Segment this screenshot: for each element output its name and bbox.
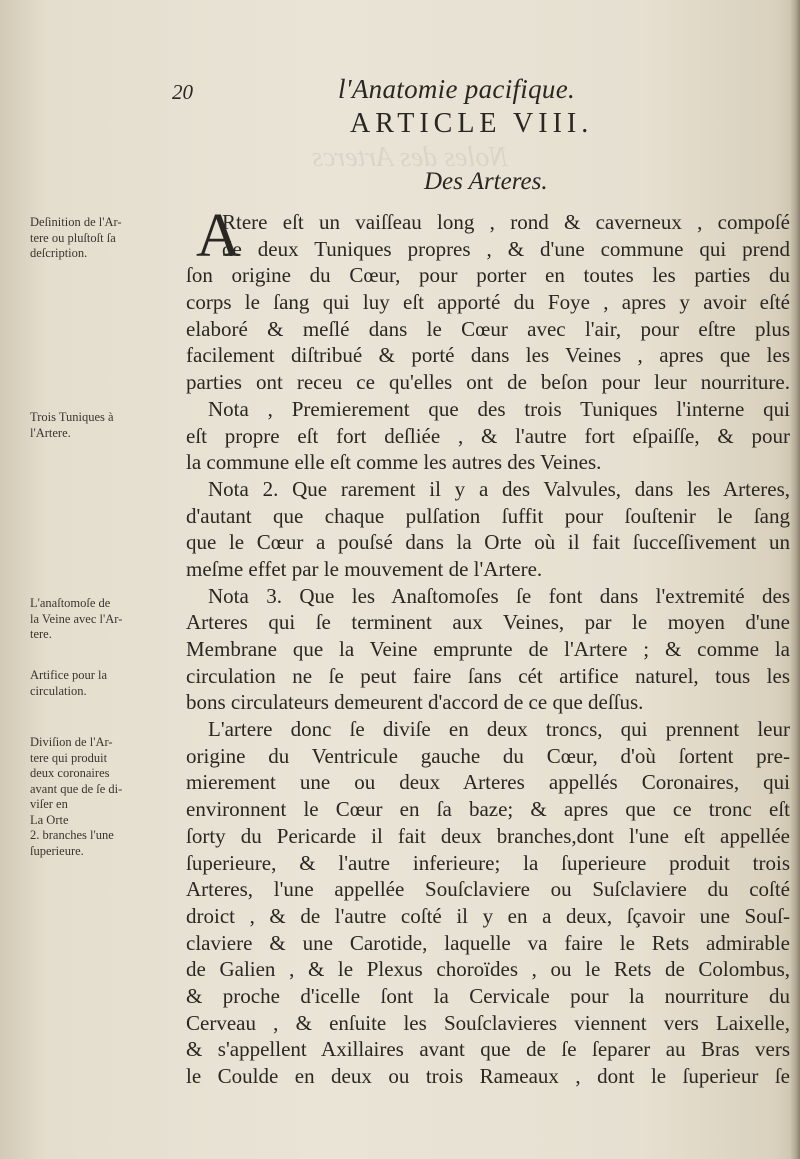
text-line: de deux Tuniques propres , & d'une commune qui prend	[222, 236, 790, 261]
section-title: Des Arteres.	[424, 168, 548, 195]
margin-note-anastomose	[30, 596, 180, 643]
text-line: mierement une ou deux Arteres appellés Coronaires, qui	[186, 770, 790, 795]
text-line: circulation ne ſe peut faire ſans cét artifice naturel, tous les	[186, 663, 790, 688]
text-line: & proche d'icelle ſont la Cervicale pour la nourriture du	[186, 983, 790, 1008]
text-line: Cerveau , & enſuite les Souſclavieres viennent vers Laixelle,	[186, 1010, 790, 1035]
text-line: ſorty du Pericarde il fait deux branches,dont l'une eſt appellée	[186, 823, 790, 848]
margin-note-line: deſcription.	[30, 246, 88, 260]
text-line: de Galien , & le Plexus choroïdes , ou le Rets de Colombus,	[186, 957, 790, 982]
margin-note-line: la Veine avec l'Ar-	[30, 611, 123, 626]
bleed-through-text: Noles des Artercs	[312, 142, 508, 173]
text-line: claviere & une Carotide, laquelle va faire le Rets admirable	[186, 930, 790, 955]
text-line: L'artere donc ſe diviſe en deux troncs, qui prennent leur	[208, 717, 790, 742]
margin-note-line: viſer en	[30, 797, 68, 811]
margin-note-line: tere ou pluſtoſt ſa	[30, 230, 116, 245]
margin-note-line: Deſinition de l'Ar-	[30, 215, 122, 229]
text-line: bons circulateurs demeurent d'accord de ce que deſſus.	[186, 690, 644, 715]
margin-note-artifice	[30, 668, 180, 699]
text-line: la commune elle eſt comme les autres des Veines.	[186, 450, 602, 475]
margin-note-definition	[30, 215, 180, 262]
running-head	[0, 72, 800, 112]
margin-note-line: deux coronaires	[30, 766, 110, 780]
text-line: que le Cœur a pouſsé dans la Orte où il fait ſucceſſivement un	[186, 530, 790, 555]
text-line: elaboré & meſlé dans le Cœur avec l'air, pour eſtre plus	[186, 316, 790, 341]
text-line: Arteres, l'une appellée Souſclaviere ou Suſclaviere du coſté	[186, 877, 790, 902]
margin-note-tuniques	[30, 410, 180, 441]
text-line: environnent le Cœur en ſa baze; & apres que ce tronc eſt	[186, 797, 790, 822]
running-title: l'Anatomie pacifique.	[338, 74, 576, 104]
text-line: Membrane que la Veine emprunte de l'Artere ; & comme la	[186, 637, 790, 661]
margin-note-line: tere.	[30, 627, 52, 641]
text-line: eſt propre eſt fort deſliée , & l'autre fort eſpaiſſe, & pour	[186, 423, 790, 448]
text-line: Nota 2. Que rarement il y a des Valvules, dans les Arteres,	[208, 476, 790, 501]
text-line: Nota 3. Que les Anaſtomoſes ſe font dans l'extremité des	[208, 583, 790, 608]
text-line: origine du Ventricule gauche du Cœur, d'où ſortent pre-	[186, 743, 790, 768]
margin-note-line: 2. branches l'une	[30, 828, 114, 842]
text-line: droict , & de l'autre coſté il y en a deux, ſçavoir une Souſ-	[186, 903, 790, 928]
text-line: meſme effet par le mouvement de l'Artere.	[186, 556, 543, 581]
text-line: Nota , Premierement que des trois Tuniques l'interne qui	[208, 396, 790, 421]
body-text	[186, 209, 790, 1090]
margin-note-division	[30, 735, 180, 859]
margin-note-line: Trois Tuniques à	[30, 410, 114, 424]
text-line: facilement diſtribué & porté dans les Veines , apres que les	[186, 343, 790, 368]
margin-note-line: ſuperieure.	[30, 843, 84, 858]
text-line: parties ont receu ce qu'elles ont de beſon pour leur nourriture.	[186, 370, 790, 395]
margin-note-line: circulation.	[30, 683, 87, 698]
article-title: ARTICLE VIII.	[350, 108, 594, 139]
drop-cap: A	[196, 202, 241, 270]
text-line: ſuperieure, & l'autre inferieure; la ſuperieure produit trois	[186, 850, 790, 875]
margin-note-line: avant que de ſe di-	[30, 781, 123, 796]
text-line: corps le ſang qui luy eſt apporté du Foye , apres y avoir eſté	[186, 290, 790, 315]
margin-note-line: La Orte	[30, 812, 69, 827]
text-line: d'autant que chaque pulſation ſuffit pour ſouſtenir le ſang	[186, 503, 790, 528]
page-number: 20	[172, 80, 193, 104]
margin-note-line: Diviſion de l'Ar-	[30, 735, 113, 749]
text-line: & s'appellent Axillaires avant que de ſe ſeparer au Bras vers	[186, 1037, 790, 1062]
margin-note-line: Artifice pour la	[30, 668, 108, 682]
text-line: Arteres qui ſe terminent aux Veines, par le moyen d'une	[186, 610, 790, 635]
text-line: le Coulde en deux ou trois Rameaux , dont le ſuperieur ſe	[186, 1064, 790, 1088]
margin-note-line: L'anaſtomoſe de	[30, 596, 111, 610]
page-gutter-shadow	[790, 0, 800, 1159]
margin-note-line: tere qui produit	[30, 750, 108, 765]
margin-note-line: l'Artere.	[30, 425, 71, 440]
text-line: ſon origine du Cœur, pour porter en toutes les parties du	[186, 263, 790, 288]
text-line: Rtere eſt un vaiſſeau long , rond & caverneux , compoſé	[222, 210, 790, 234]
